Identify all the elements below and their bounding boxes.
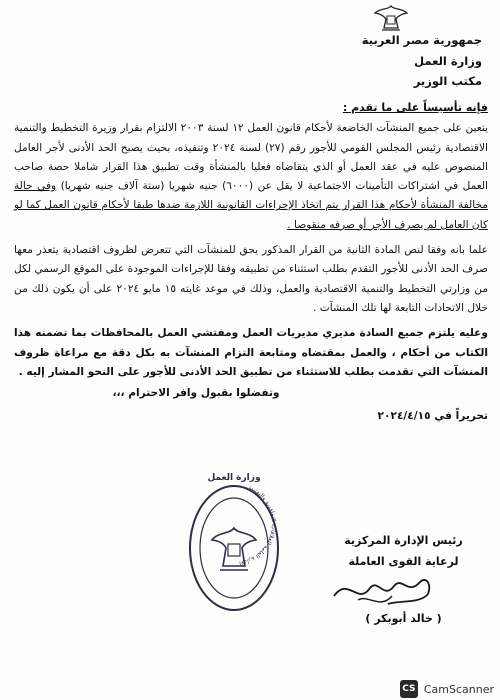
- eagle-emblem-icon: [372, 4, 410, 32]
- paragraph-3: وعليه يلتزم جميع السادة مديري مديريات العمل ومفتشي العمل بالمحافظات بما تضمنه هذا الكتاب من أحكام ، والعمل بمقتضاه ومتابعة التزام المنشآت به بكل دقة مع مراعاة ظروف المنشآت التي تقدمت بطلب للاستثناء من تطبيق الحد الأدنى للأجور على النحو المشار إليه .: [14, 327, 488, 378]
- stamp-top-text: وزارة العمل: [207, 473, 261, 483]
- ministry-name: وزارة العمل: [414, 54, 482, 68]
- camscanner-logo-icon: CS: [400, 680, 418, 698]
- paragraph-1-text: يتعين على جميع المنشآت الخاضعة لأحكام قانون العمل ١٢ لسنة ٢٠٠٣ الالتزام بقرار وزيرة التخطيط والتنمية الاقتصادية رئيس المجلس القومي للأجور رقم (٢٧) لسنة ٢٠٢٤ وتنفيذه، بحيث يصبح الحد الأدنى لأجر العامل المنصوص عليه في عقد العمل أو الذي يتقاضاه فعليا بالمنشأة وقت تطبيق هذا القرار شاملا حصة صاحب العمل في اشتراكات التأمينات الاجتماعية لا يقل عن (٦٠٠٠) جنيه شهريا (ستة آلاف جنيه شهريا): [14, 122, 488, 193]
- paragraph-1-underlined: وفي حالة مخالفة المنشأة لأحكام هذا القرار يتم اتخاذ الإجراءات القانونية اللازمة ضدها طبقا لأحكام قانون العمل كما لو كان العامل لم يصرف الأجر أو صرفه منقوصا .: [14, 180, 488, 231]
- paragraph-1: [14, 119, 488, 235]
- signer-title-2: لرعاية القوى العاملة: [348, 555, 459, 568]
- date-label: تحريراً في: [434, 410, 488, 423]
- official-stamp: [186, 466, 282, 616]
- stamp-ring-text: [238, 483, 277, 567]
- country-name: جمهورية مصر العربية: [361, 33, 482, 47]
- camscanner-watermark: [376, 678, 500, 700]
- camscanner-name: CamScanner: [423, 682, 494, 696]
- stamp-ring-label: الإدارة العامة للعلاقات التعاقدية والتفتيش: [238, 483, 278, 567]
- paragraph-2: علما بانه وفقا لنص المادة الثانية من القرار المذكور يحق للمنشآت التي تتعرض لظروف اقتصادية يتعذر معها صرف الحد الأدنى للأجور التقدم بطلب استثناء من تطبيقه وفقا للإجراءات الموجودة على الموقع الرسمي لكل من وزارتي التخطيط والتنمية الاقتصادية والعمل، وذلك في موعد غايته ١٥ مايو ٢٠٢٤ على أن يكون ذلك من خلال الاتحادات التابعة لها تلك المنشآت .: [14, 244, 488, 314]
- date-value: ٢٠٢٤/٤/١٥: [377, 410, 431, 423]
- office-name: مكتب الوزير: [413, 74, 482, 88]
- date-line: [14, 407, 488, 426]
- signer-title-1: رئيس الإدارة المركزية: [344, 534, 463, 547]
- signer-name: ( خالد أبوبكر ): [365, 612, 442, 625]
- handwritten-signature-icon: [328, 566, 438, 616]
- closing-line: وتفضلوا بقبول وافر الاحترام ،،،: [112, 387, 280, 400]
- letter-body: [14, 98, 488, 427]
- intro-line: فإنه تأسيساً على ما تقدم :: [342, 101, 488, 114]
